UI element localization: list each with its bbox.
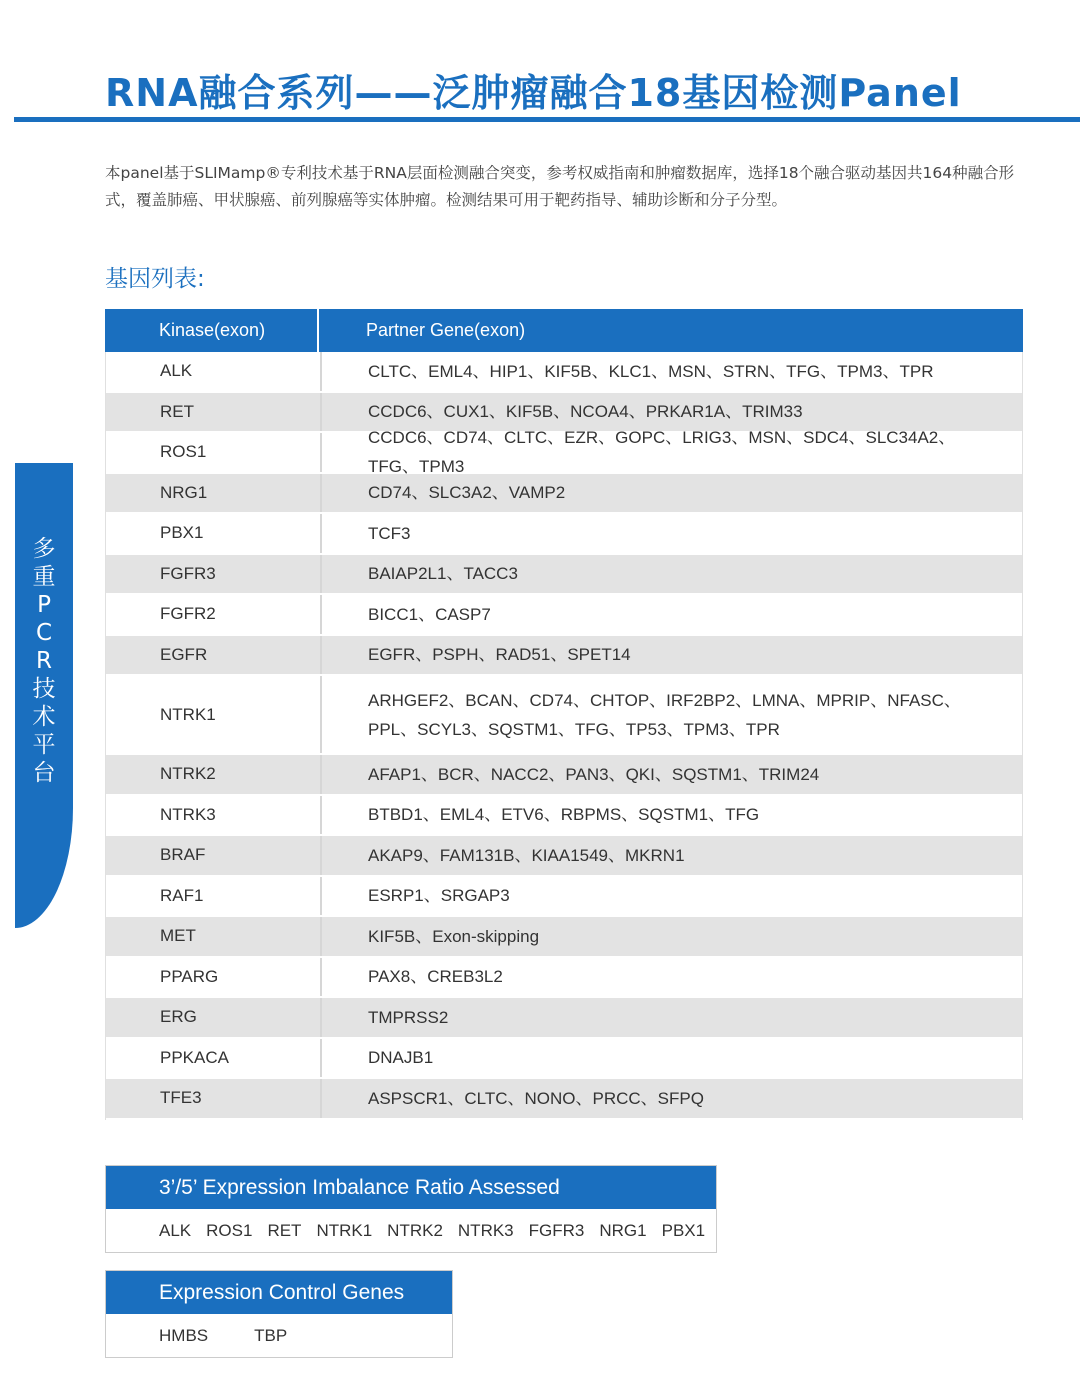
kinase-cell: ALK — [106, 352, 322, 391]
header-kinase: Kinase(exon) — [105, 309, 319, 352]
partner-cell: AKAP9、FAM131B、KIAA1549、MKRN1 — [368, 845, 685, 865]
gene-table-header — [105, 309, 1023, 352]
kinase-cell: NTRK3 — [106, 796, 322, 835]
gene-item: NTRK3 — [457, 1220, 514, 1240]
kinase-cell: BRAF — [106, 836, 322, 875]
kinase-cell: PBX1 — [106, 514, 322, 553]
table-row — [106, 1079, 1022, 1120]
table-row — [106, 474, 1022, 515]
kinase-cell: RAF1 — [106, 877, 322, 916]
partner-cell: BTBD1、EML4、ETV6、RBPMS、SQSTM1、TFG — [368, 805, 760, 825]
kinase-cell: PPARG — [106, 958, 322, 997]
gene-item: NRG1 — [599, 1220, 647, 1240]
table-row — [106, 877, 1022, 918]
kinase-cell: FGFR3 — [106, 555, 322, 594]
control-gene-list — [106, 1314, 452, 1357]
gene-item: FGFR3 — [528, 1220, 585, 1240]
table-row — [106, 514, 1022, 555]
partner-cell: PAX8、CREB3L2 — [368, 967, 503, 987]
imbalance-box — [105, 1165, 717, 1253]
control-title: Expression Control Genes — [106, 1271, 452, 1314]
kinase-cell: PPKACA — [106, 1039, 322, 1078]
table-row — [106, 428, 1022, 477]
kinase-cell: ERG — [106, 998, 322, 1037]
kinase-cell: MET — [106, 917, 322, 956]
gene-item: RET — [267, 1220, 302, 1240]
table-row — [106, 958, 1022, 999]
table-row — [106, 836, 1022, 877]
table-row — [106, 998, 1022, 1039]
page-title: RNA融合系列——泛肿瘤融合18基因检测Panel — [105, 71, 962, 115]
kinase-cell: RET — [106, 393, 322, 432]
gene-item: ROS1 — [206, 1220, 253, 1240]
partner-cell: BAIAP2L1、TACC3 — [368, 564, 518, 584]
kinase-cell: NTRK2 — [106, 755, 322, 794]
intro-paragraph: 本panel基于SLIMamp®专利技术基于RNA层面检测融合突变，参考权威指南和肿瘤数据库，选择18个融合驱动基因共164种融合形式，覆盖肺癌、甲状腺癌、前列腺癌等实体肿瘤。检测结果可用于靶药指导、辅助诊断和分子分型。 — [105, 164, 1015, 209]
partner-cell: DNAJB1 — [368, 1048, 434, 1068]
partner-cell: CLTC、EML4、HIP1、KIF5B、KLC1、MSN、STRN、TFG、TPM3、TPR — [368, 361, 934, 381]
table-row — [106, 595, 1022, 636]
gene-list-heading: 基因列表: — [105, 266, 205, 292]
imbalance-gene-list — [106, 1209, 716, 1252]
gene-item: ALK — [159, 1220, 192, 1240]
side-tab-label: 多重PCR技术平台 — [32, 536, 56, 786]
partner-cell: CCDC6、CUX1、KIF5B、NCOA4、PRKAR1A、TRIM33 — [368, 402, 803, 422]
table-row — [106, 1039, 1022, 1080]
table-row — [106, 917, 1022, 958]
partner-cell: TCF3 — [368, 523, 411, 543]
partner-cell: BICC1、CASP7 — [368, 604, 491, 624]
partner-cell: CD74、SLC3A2、VAMP2 — [368, 483, 566, 503]
kinase-cell: NTRK1 — [106, 676, 322, 753]
gene-table-body — [105, 352, 1023, 1120]
header-partner: Partner Gene(exon) — [366, 320, 526, 340]
partner-cell: EGFR、PSPH、RAD51、SPET14 — [368, 645, 631, 665]
gene-item: HMBS — [159, 1325, 209, 1345]
kinase-cell: NRG1 — [106, 474, 322, 513]
table-row — [106, 636, 1022, 677]
table-row — [106, 676, 1022, 755]
kinase-cell: TFE3 — [106, 1079, 322, 1118]
kinase-cell: EGFR — [106, 636, 322, 675]
gene-item: NTRK1 — [316, 1220, 373, 1240]
table-row — [106, 555, 1022, 596]
partner-cell: AFAP1、BCR、NACC2、PAN3、QKI、SQSTM1、TRIM24 — [368, 764, 820, 784]
partner-cell: ASPSCR1、CLTC、NONO、PRCC、SFPQ — [368, 1088, 704, 1108]
gene-item: TBP — [254, 1325, 288, 1345]
partner-cell: TMPRSS2 — [368, 1007, 449, 1027]
gene-item: PBX1 — [661, 1220, 706, 1240]
partner-cell: ESRP1、SRGAP3 — [368, 886, 510, 906]
partner-cell: ARHGEF2、BCAN、CD74、CHTOP、IRF2BP2、LMNA、MPRIP、NFASC、PPL、SCYL3、SQSTM1、TFG、TP53、TPM3、TPR — [368, 690, 961, 739]
control-box — [105, 1270, 453, 1358]
table-row — [106, 755, 1022, 796]
kinase-cell: FGFR2 — [106, 595, 322, 634]
partner-cell: KIF5B、Exon-skipping — [368, 926, 540, 946]
gene-item: NTRK2 — [387, 1220, 443, 1240]
kinase-cell: ROS1 — [106, 433, 322, 472]
partner-cell: CCDC6、CD74、CLTC、EZR、GOPC、LRIG3、MSN、SDC4、SLC34A2、TFG、TPM3 — [368, 428, 956, 477]
table-row — [106, 796, 1022, 837]
imbalance-title: 3’/5’ Expression Imbalance Ratio Assessed — [106, 1166, 716, 1209]
title-divider — [14, 117, 1080, 122]
table-row — [106, 352, 1022, 393]
gene-table — [105, 309, 1023, 1120]
